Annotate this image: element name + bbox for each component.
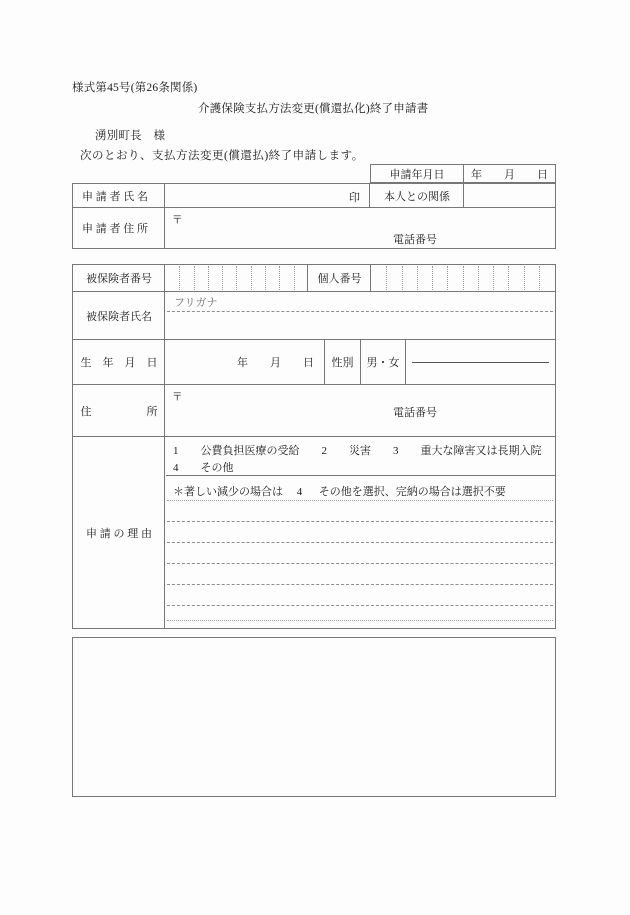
applicant-address-label: 申 請 者 住 所 [82, 223, 148, 235]
birthdate-value-cell[interactable] [166, 340, 325, 384]
relationship-label: 本人との関係 [371, 184, 464, 207]
gender-options[interactable]: 男・女 [361, 340, 406, 384]
statement-line: 次のとおり、支払方法変更(償還払)終了申請します。 [80, 150, 364, 162]
insured-name-label: 被保険者氏名 [86, 310, 152, 323]
relationship-block-divider [278, 184, 370, 207]
inkan-seal-mark: 印 [349, 192, 360, 204]
reason-writing-line[interactable] [167, 563, 553, 564]
insured-postal-mark: 〒 [172, 392, 183, 403]
insured-telephone-label: 電話番号 [393, 407, 437, 419]
insured-number-label: 被保険者番号 [86, 273, 152, 285]
birthdate-label: 生 年 月 日 [80, 357, 158, 369]
reason-note-divider [167, 500, 553, 501]
insured-address-input[interactable] [166, 385, 555, 436]
reason-writing-line[interactable] [167, 584, 553, 585]
furigana-label: フリガナ [174, 297, 218, 309]
applicant-postal-mark: 〒 [172, 215, 183, 226]
reason-label: 申 請 の 理 由 [86, 527, 152, 540]
gender-extra-rule [412, 362, 549, 363]
applicant-address-input[interactable] [166, 208, 555, 248]
application-date-value[interactable]: 年 月 日 [471, 168, 548, 181]
applicant-telephone-label: 電話番号 [393, 234, 437, 246]
addressee: 湧別町長 様 [95, 130, 166, 142]
personal-number-boxes[interactable] [372, 266, 554, 290]
document-title: 介護保険支払方法変更(償還払化)終了申請書 [198, 103, 429, 115]
notes-box[interactable] [72, 637, 556, 797]
reason-note: ＊著しい減少の場合は 4 その他を選択、完納の場合は選択不要 [173, 486, 506, 498]
application-date-divider [371, 165, 464, 182]
personal-number-left-divider [216, 265, 308, 291]
reason-option-line-2[interactable]: 4 その他 [173, 462, 234, 474]
insured-address-label: 住 所 [80, 405, 158, 418]
reason-option-line-1[interactable]: 1 公費負担医療の受給 2 災害 3 重大な障害又は長期入院 [173, 445, 542, 457]
form-number: 様式第45号(第26条関係) [72, 82, 198, 94]
birthdate-value: 年 月 日 [237, 357, 314, 369]
personal-number-label: 個人番号 [309, 265, 371, 291]
reason-writing-line[interactable] [167, 605, 553, 606]
relationship-value[interactable] [464, 184, 555, 207]
reason-writing-line[interactable] [167, 542, 553, 543]
insured-name-input[interactable] [166, 312, 555, 339]
reason-writing-line[interactable] [167, 521, 553, 522]
reason-writing-line[interactable] [167, 620, 553, 621]
applicant-name-label: 申 請 者 氏 名 [82, 190, 148, 203]
application-date-label: 申請年月日 [389, 168, 445, 181]
gender-label: 性別 [325, 340, 361, 384]
